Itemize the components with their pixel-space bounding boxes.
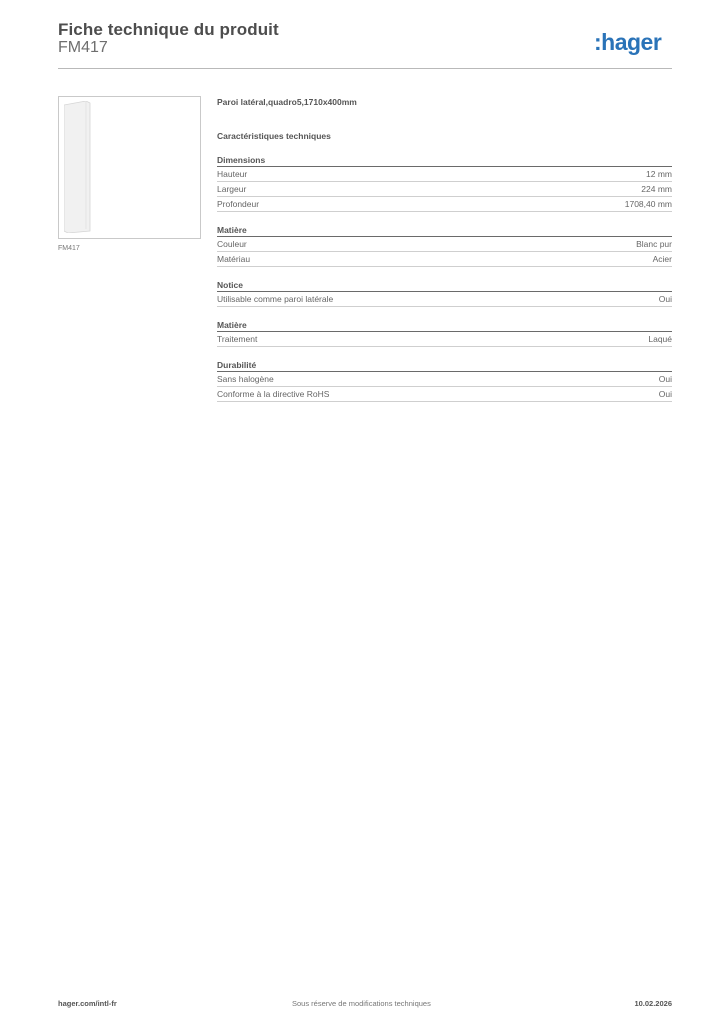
spec-row [217,197,672,212]
spec-label: Profondeur [217,199,260,209]
footer-website-link[interactable]: hager.com/intl-fr [58,999,117,1008]
product-reference: FM417 [58,39,108,56]
spec-label: Matériau [217,254,251,264]
section-heading: Caractéristiques techniques [217,131,331,141]
product-image [58,96,201,239]
spec-group-title: Notice [217,279,672,292]
footer-disclaimer: Sous réserve de modifications techniques [292,999,431,1008]
spec-value: Acier [652,254,672,264]
page-title: Fiche technique du produit [58,20,279,39]
spec-group [217,154,672,212]
product-description: Paroi latéral,quadro5,1710x400mm [217,97,357,107]
spec-value: 12 mm [646,169,672,179]
hager-logo [594,30,674,56]
footer-date: 10.02.2026 [634,999,672,1008]
specifications [217,96,672,402]
spec-label: Utilisable comme paroi latérale [217,294,334,304]
spec-value: Laqué [648,334,672,344]
spec-label: Conforme à la directive RoHS [217,389,330,399]
spec-groups [217,154,672,402]
logo-text: :hager [594,30,662,55]
spec-row [217,182,672,197]
spec-row [217,167,672,182]
spec-label: Largeur [217,184,247,194]
spec-row [217,387,672,402]
spec-label: Sans halogène [217,374,274,384]
spec-label: Hauteur [217,169,248,179]
spec-group [217,319,672,347]
spec-group-title: Dimensions [217,154,672,167]
side-panel-illustration [64,101,96,233]
spec-value: Oui [658,294,672,304]
spec-row [217,332,672,347]
spec-label: Couleur [217,239,247,249]
header-divider [58,68,672,69]
footer [58,999,672,1011]
spec-row [217,252,672,267]
spec-value: 224 mm [641,184,672,194]
spec-label: Traitement [217,334,258,344]
spec-group [217,279,672,307]
spec-value: Blanc pur [636,239,672,249]
image-caption: FM417 [58,245,80,252]
spec-group-title: Matière [217,224,672,237]
spec-group-title: Durabilité [217,359,672,372]
spec-value: 1708,40 mm [624,199,672,209]
spec-row [217,372,672,387]
spec-group [217,224,672,267]
spec-row [217,237,672,252]
spec-value: Oui [658,374,672,384]
spec-row [217,292,672,307]
spec-value: Oui [658,389,672,399]
spec-group-title: Matière [217,319,672,332]
spec-group [217,359,672,402]
